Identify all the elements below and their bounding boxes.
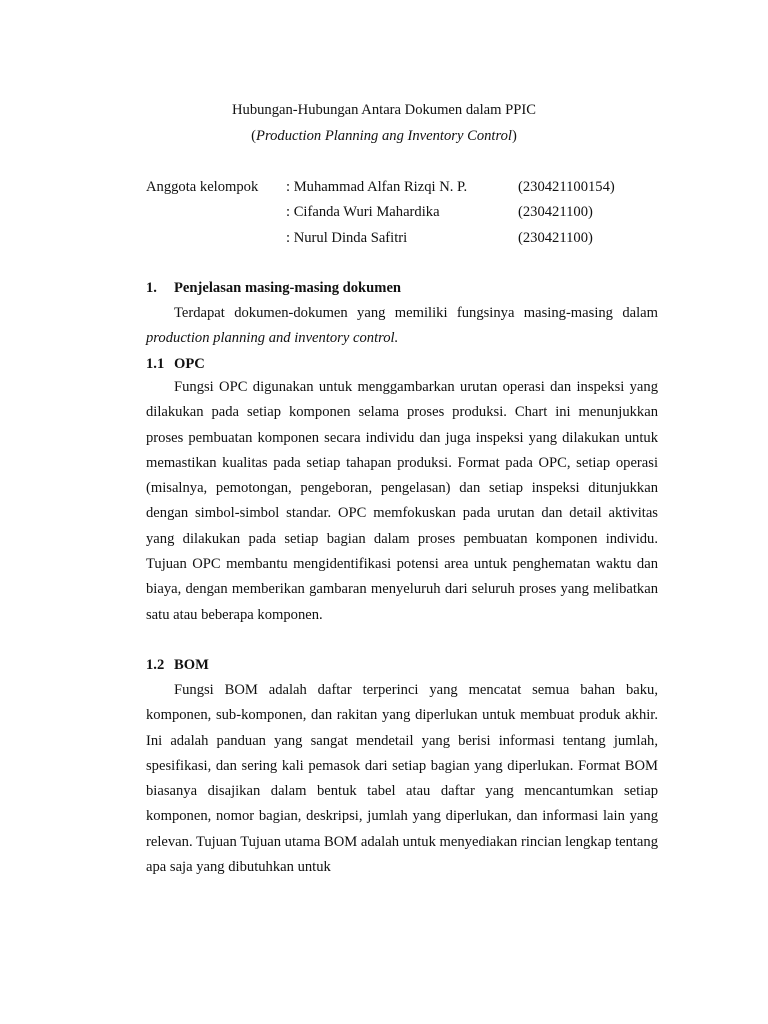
section-1-2-body: Fungsi BOM adalah daftar terperinci yang mencatat semua bahan baku, komponen, sub-komponen, dan rakitan yang diperlukan untuk membuat produk akhir. Ini adalah panduan yang sangat mendetail yang berisi informasi tentang jumlah, spesifikasi, dan sering kali pemasok dari setiap bagian yang diperlukan. Format BOM biasanya disajikan dalam bentuk tabel atau daftar yang mencantumkan setiap komponen, nomor bagian, deskripsi, jumlah yang diperlukan, dan informasi lain yang relevan. Tujuan Tujuan utama BOM adalah untuk menyediakan rincian lengkap tentang apa saja yang dibutuhkan untuk	[146, 682, 658, 876]
section-1-1-body: Fungsi OPC digunakan untuk menggambarkan urutan operasi dan inspeksi yang dilakukan pada setiap komponen selama proses produksi. Chart ini menunjukkan proses pembuatan komponen secara individu dan juga inspeksi yang dilakukan untuk memastikan kualitas pada setiap tahapan produksi. Format pada OPC, setiap operasi (misalnya, pemotongan, pengeboran, pengelasan) dan setiap inspeksi ditunjukkan dengan simbol-simbol standar. OPC memfokuskan pada urutan dan detail aktivitas yang dilakukan pada setiap bagian dalam proses pembuatan komponen individu. Tujuan OPC membantu mengidentifikasi potensi area untuk penghematan waktu dan biaya, dengan memberikan gambaran menyeluruh dari seluruh proses yang melibatkan satu atau beberapa komponen.	[146, 379, 658, 623]
document-title: Hubungan-Hubungan Antara Dokumen dalam PPIC	[232, 102, 536, 118]
intro-italic-text: production planning and inventory control.	[146, 330, 399, 347]
section-1-number: 1.	[146, 280, 157, 296]
document-subtitle	[0, 128, 768, 145]
member-id: (230421100)	[518, 204, 593, 220]
intro-plain-text: Terdapat dokumen-dokumen yang memiliki fungsinya masing-masing dalam	[174, 305, 658, 321]
section-1-intro	[146, 301, 658, 352]
section-1-title: Penjelasan masing-masing dokumen	[174, 280, 402, 296]
section-1-2-title: BOM	[174, 657, 209, 673]
member-name: : Cifanda Wuri Mahardika	[286, 204, 440, 220]
members-label: Anggota kelompok	[146, 179, 259, 195]
section-1-2-number: 1.2	[146, 657, 165, 673]
member-id: (230421100154)	[518, 179, 615, 195]
member-name: : Nurul Dinda Safitri	[286, 230, 408, 246]
subtitle-close-paren: )	[511, 128, 517, 144]
section-1-1-title: OPC	[174, 356, 205, 372]
subtitle-italic-text: Production Planning ang Inventory Control	[256, 128, 512, 144]
subtitle-open-paren: (	[251, 128, 257, 144]
section-1-1-number: 1.1	[146, 356, 165, 372]
member-id: (230421100)	[518, 230, 593, 246]
member-name: : Muhammad Alfan Rizqi N. P.	[286, 179, 468, 195]
